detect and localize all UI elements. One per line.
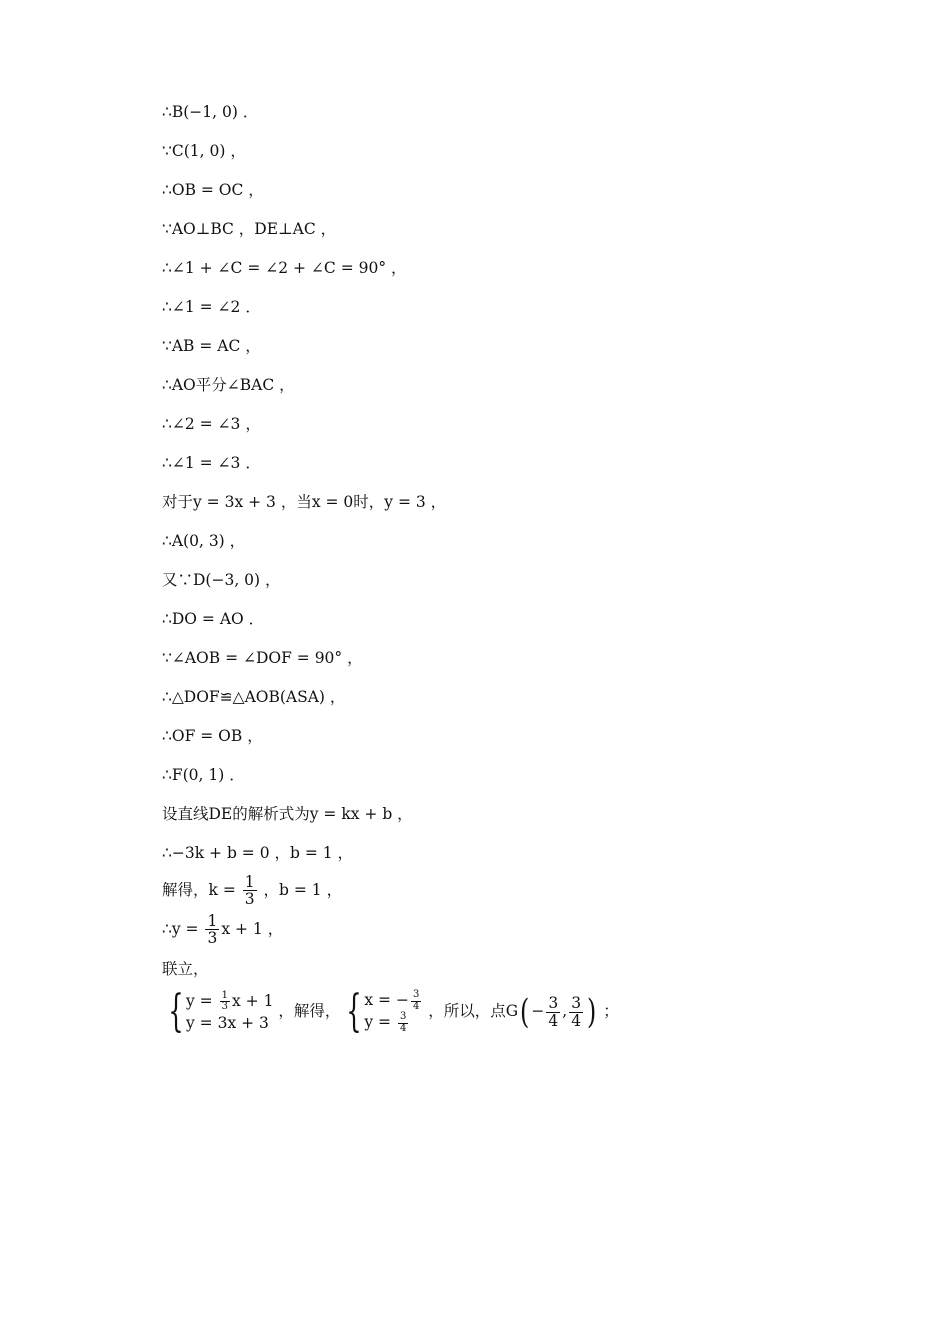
text-line: ∴∠2 = ∠3 ，: [162, 415, 261, 433]
solve-suffix: ，b = 1 ，: [258, 880, 343, 899]
sol2-fraction: $\frac{3}{4}$: [399, 1011, 407, 1034]
text-line: 对于y = 3x + 3 ，当x = 0时，y = 3 ，: [162, 493, 447, 511]
text-line: ∵AO⊥BC ，DE⊥AC ，: [162, 220, 337, 238]
k-numerator: 1: [244, 873, 255, 891]
text-line: ∴∠1 + ∠C = ∠2 + ∠C = 90° ，: [162, 259, 407, 277]
right-paren: ): [587, 992, 597, 1032]
end-punct: ；: [598, 1002, 619, 1020]
result-suffix: x + 1 ，: [221, 919, 284, 938]
g-y-fraction: $\frac{3}{4}$: [571, 994, 582, 1030]
k-fraction: [243, 874, 257, 908]
g-separator: ,: [562, 1002, 568, 1020]
equation-2: y = 3x + 3: [186, 1013, 269, 1032]
result-prefix: ∴y =: [162, 919, 204, 938]
text-line: ∴OB = OC ，: [162, 181, 264, 199]
text-line: 设直线DE的解析式为y = kx + b ，: [162, 805, 413, 823]
result-numerator: 1: [207, 912, 218, 930]
conclusion-text: ，所以，点G: [423, 1002, 519, 1020]
text-line: ∵C(1, 0) ，: [162, 142, 246, 160]
left-brace: {: [168, 986, 184, 1037]
result-denominator: 3: [207, 929, 218, 948]
solve-text: ，解得，: [273, 1002, 341, 1020]
solve-prefix: 解得，k =: [162, 880, 241, 899]
combine-line: 联立，: [162, 960, 209, 978]
solution-1: x = − $\frac{3}{4}$: [364, 989, 420, 1012]
text-line: ∵∠AOB = ∠DOF = 90° ，: [162, 649, 363, 667]
equation-1: y = $\frac{1}{3}$ x + 1: [186, 989, 274, 1012]
left-paren: (: [520, 992, 530, 1032]
text-line: ∴−3k + b = 0 ，b = 1 ，: [162, 844, 354, 862]
sol1-fraction: $\frac{3}{4}$: [412, 989, 420, 1012]
result-line: [162, 913, 283, 947]
system-equations: [186, 991, 273, 1034]
eq1-fraction: $\frac{1}{3}$: [221, 989, 228, 1012]
system-line: [162, 986, 619, 1037]
text-line: 又∵D(−3, 0) ，: [162, 571, 281, 589]
text-line: ∵AB = AC ，: [162, 337, 261, 355]
text-line: ∴∠1 = ∠3 ．: [162, 454, 261, 472]
text-line: ∴AO平分∠BAC ，: [162, 376, 295, 394]
solution-equations: [364, 990, 423, 1034]
text-line: ∴OF = OB ，: [162, 727, 263, 745]
solution-2: y = $\frac{3}{4}$: [364, 1011, 407, 1034]
text-line: ∴F(0, 1) ．: [162, 766, 245, 784]
g-x-fraction: $\frac{3}{4}$: [548, 994, 559, 1030]
k-denominator: 3: [244, 890, 255, 909]
solve-line: [162, 874, 342, 908]
result-fraction: [205, 913, 219, 947]
text-line: ∴∠1 = ∠2 ．: [162, 298, 261, 316]
text-line: ∴△DOF≌△AOB(ASA) ，: [162, 688, 346, 706]
g-minus: −: [531, 1002, 545, 1020]
text-line: ∴B(−1, 0) ．: [162, 103, 259, 121]
text-line: ∴A(0, 3) ，: [162, 532, 246, 550]
left-brace: {: [346, 986, 363, 1037]
text-line: ∴DO = AO ．: [162, 610, 265, 628]
